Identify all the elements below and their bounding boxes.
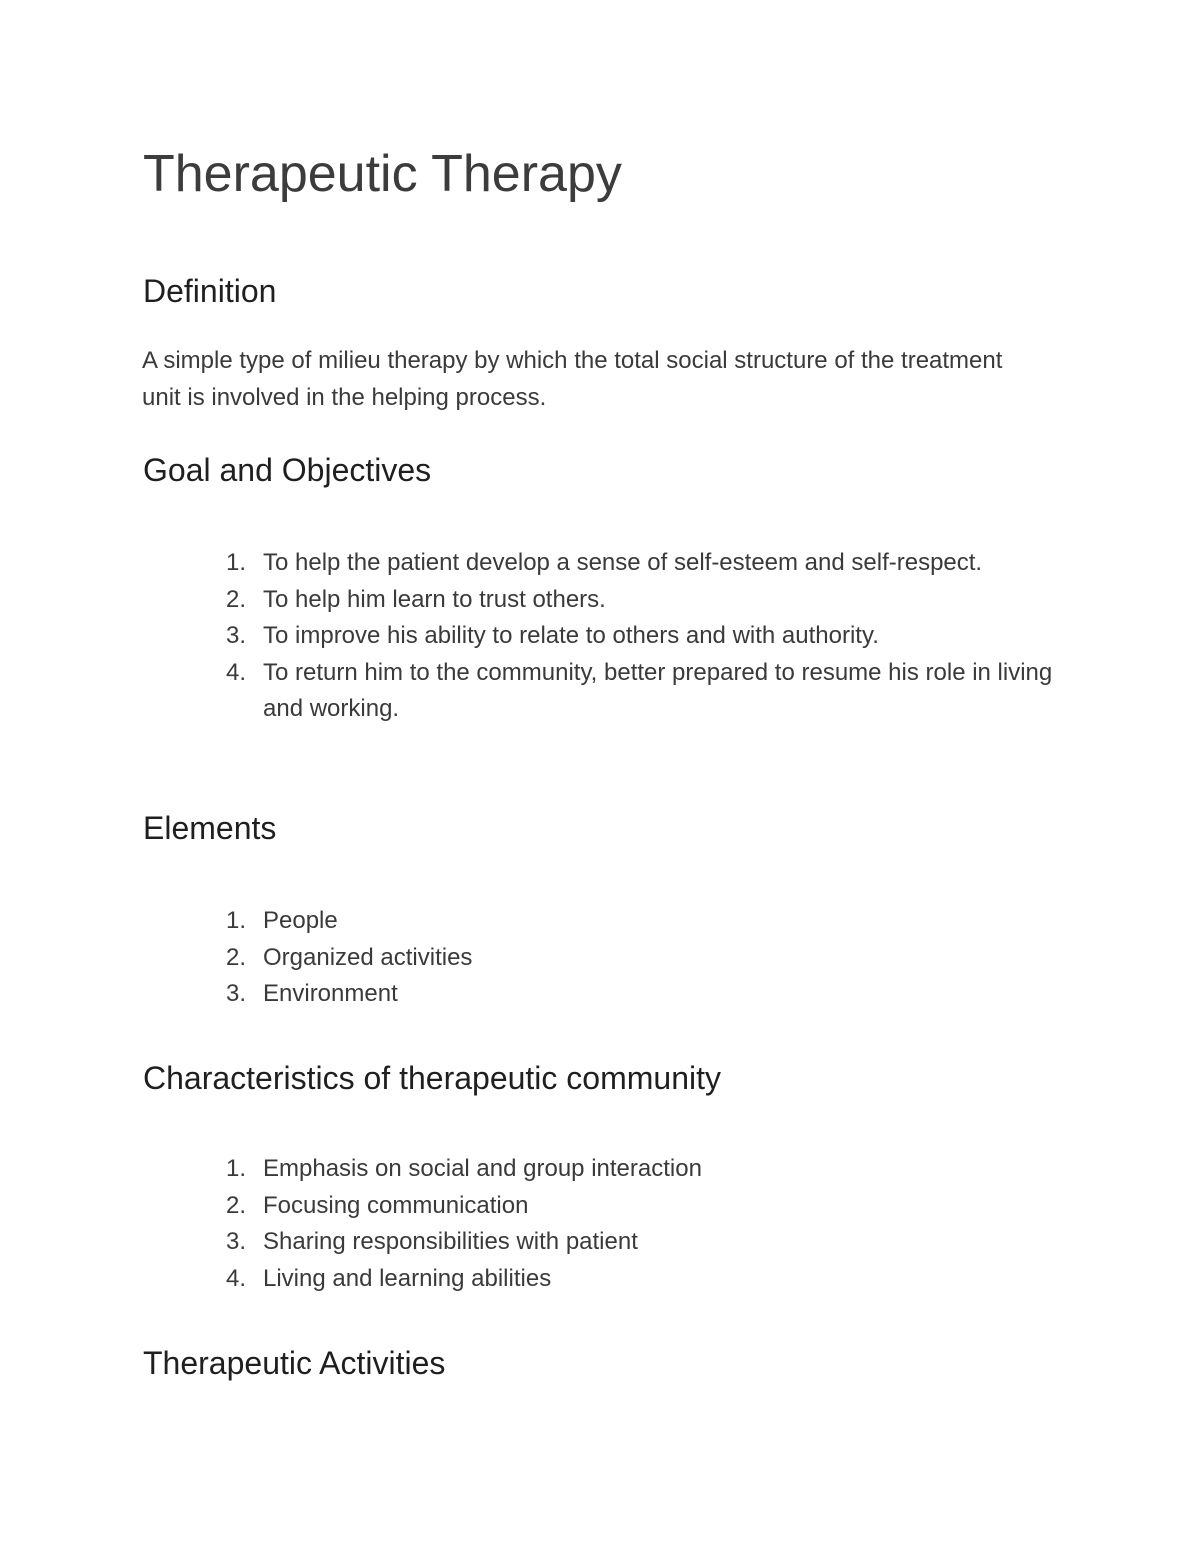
elements-list xyxy=(0,903,1053,1013)
list-item-text: Focusing communication xyxy=(263,1191,529,1219)
list-number: 1. xyxy=(226,907,247,934)
list-item-text: Environment xyxy=(263,980,398,1008)
list-item xyxy=(0,903,1053,940)
list-item-text: To improve his ability to relate to others and with authority. xyxy=(263,622,879,650)
list-number: 4. xyxy=(226,658,247,686)
characteristics-list xyxy=(0,1151,1053,1297)
list-number: 2. xyxy=(226,1191,247,1219)
list-number: 4. xyxy=(226,1264,247,1292)
list-item xyxy=(0,1224,1053,1261)
list-item xyxy=(0,940,1053,977)
list-number: 3. xyxy=(226,980,247,1008)
list-item-text: To help the patient develop a sense of self-esteem and self-respect. xyxy=(263,549,983,576)
goals-heading: Goal and Objectives xyxy=(143,452,432,488)
activities-heading: Therapeutic Activities xyxy=(143,1345,446,1381)
list-number: 2. xyxy=(226,943,247,971)
list-item-text: To help him learn to trust others. xyxy=(263,585,606,613)
list-item-text: Living and learning abilities xyxy=(263,1264,552,1292)
list-item xyxy=(0,1188,1053,1225)
list-number: 1. xyxy=(226,1155,247,1182)
goals-list xyxy=(0,545,1053,728)
list-item-text: Emphasis on social and group interaction xyxy=(263,1155,702,1182)
document-title: Therapeutic Therapy xyxy=(143,145,622,203)
list-item xyxy=(0,655,1053,728)
definition-text: A simple type of milieu therapy by which the total social structure of the treatment unit is involved in the helping process. xyxy=(142,347,1003,411)
characteristics-heading: Characteristics of therapeutic community xyxy=(143,1060,721,1096)
list-item xyxy=(0,582,1053,619)
list-number: 3. xyxy=(226,622,247,650)
list-number: 2. xyxy=(226,585,247,613)
list-item-text: Organized activities xyxy=(263,943,473,971)
elements-heading: Elements xyxy=(143,810,277,846)
list-item xyxy=(0,618,1053,655)
list-item xyxy=(0,1261,1053,1298)
list-item-text: Sharing responsibilities with patient xyxy=(263,1228,638,1256)
list-item-text: To return him to the community, better prepared to resume his role in living and working. xyxy=(263,658,1053,723)
list-number: 1. xyxy=(226,549,247,576)
definition-heading: Definition xyxy=(143,273,277,309)
list-item xyxy=(0,1151,1053,1188)
list-item xyxy=(0,976,1053,1013)
list-number: 3. xyxy=(226,1228,247,1256)
list-item-text: People xyxy=(263,907,338,934)
list-item xyxy=(0,545,1053,582)
